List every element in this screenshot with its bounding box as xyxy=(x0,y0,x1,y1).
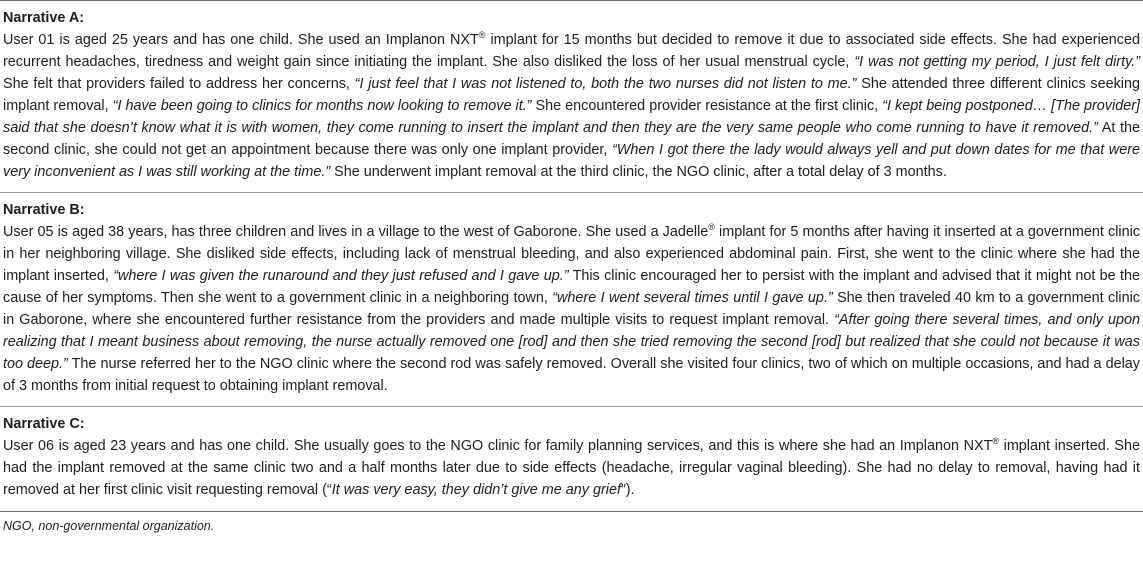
narrative-sections xyxy=(0,1,1143,501)
narrative-text: She then traveled 40 km to a government clinic in Gaborone, where she encountered further resistance from the providers and made multiple visits to request implant removal. xyxy=(3,290,1141,328)
quote-text: “When I got there the lady would always yell and put down dates for me that were very inconvenient as I was still working at the time.” xyxy=(3,142,1140,180)
quote-text: It was very easy, they didn’t give me any grief xyxy=(331,482,621,498)
registered-mark: ® xyxy=(708,222,715,232)
narrative-text: User 06 is aged 23 years and has one child. She usually goes to the NGO clinic for family planning services, and this is where she had an Implanon NXT xyxy=(3,438,993,454)
narrative-text: She attended three different clinics seeking implant removal, xyxy=(3,76,1141,114)
narrative-text: ”). xyxy=(620,482,635,498)
registered-mark: ® xyxy=(992,436,1000,446)
narrative-text: She felt that providers failed to address her concerns, xyxy=(3,76,355,92)
narrative-text: At the second clinic, she could not get an appointment because there was only one implant provider, xyxy=(3,120,1140,158)
narrative-text: She encountered provider resistance at the first clinic, xyxy=(531,98,883,114)
narrative-section xyxy=(0,407,1143,501)
narrative-text: implant for 5 months after having it inserted at a government clinic in her neighboring village. She disliked side effects, including lack of menstrual bleeding, and also experienced abdominal pain. First, she went to the clinic where she had the implant inserted, xyxy=(3,224,1141,284)
quote-text: “I kept being postponed… [The provider] said that she doesn’t know what it is with women, they come running to insert the implant and then they are the very same people who come running to have it removed.” xyxy=(3,98,1140,136)
narrative-title: Narrative A: xyxy=(3,10,85,26)
narrative-text: This clinic encouraged her to persist with the implant and advised that it might not be the cause of her symptoms. Then she went to a government clinic in a neighboring town, xyxy=(3,268,1140,306)
quote-text: “I was not getting my period, I just felt dirty.” xyxy=(854,54,1141,70)
narrative-text: User 05 is aged 38 years, has three children and lives in a village to the west of Gaborone. She used a Jadelle xyxy=(3,224,709,240)
narrative-section xyxy=(0,1,1143,183)
narrative-title: Narrative C: xyxy=(3,416,85,432)
narrative-text: The nurse referred her to the NGO clinic where the second rod was safely removed. Overall she visited four clinics, two of which on multiple occasions, and had a delay of 3 months from initial request to obtaining implant removal. xyxy=(3,356,1140,394)
narrative-text: implant inserted. She had the implant removed at the same clinic two and a half months later due to side effects (headache, irregular vaginal bleeding). She had no delay to removal, having had it removed at her first clinic visit requesting removal (“ xyxy=(3,438,1141,498)
quote-text: “I just feel that I was not listened to, both the two nurses did not listen to me.” xyxy=(354,76,857,92)
narrative-text: implant for 15 months but decided to remove it due to associated side effects. She had experienced recurrent headaches, tiredness and weight gain since initiating the implant. She also disliked the loss of her usual menstrual cycle, xyxy=(3,32,1140,70)
narrative-title: Narrative B: xyxy=(3,202,85,218)
narrative-text: User 01 is aged 25 years and has one child. She used an Implanon NXT xyxy=(3,32,479,48)
narrative-body xyxy=(3,435,1140,501)
table-footnote: NGO, non-governmental organization. xyxy=(3,519,215,533)
quote-text: “After going there several times, and only upon realizing that I meant business about removing, the nurse actually removed one [rod] and then she tried removing the second [rod] but realized that she could not because it was too deep.” xyxy=(3,312,1141,372)
narrative-text: She underwent implant removal at the third clinic, the NGO clinic, after a total delay of 3 months. xyxy=(330,164,947,180)
narrative-section xyxy=(0,193,1143,397)
registered-mark: ® xyxy=(478,30,486,40)
quote-text: “where I went several times until I gave up.” xyxy=(552,290,833,306)
quote-text: “I have been going to clinics for months now looking to remove it.” xyxy=(112,98,532,114)
narrative-body xyxy=(3,29,1140,183)
quote-text: “where I was given the runaround and they just refused and I gave up.” xyxy=(113,268,569,284)
narrative-body xyxy=(3,221,1140,397)
